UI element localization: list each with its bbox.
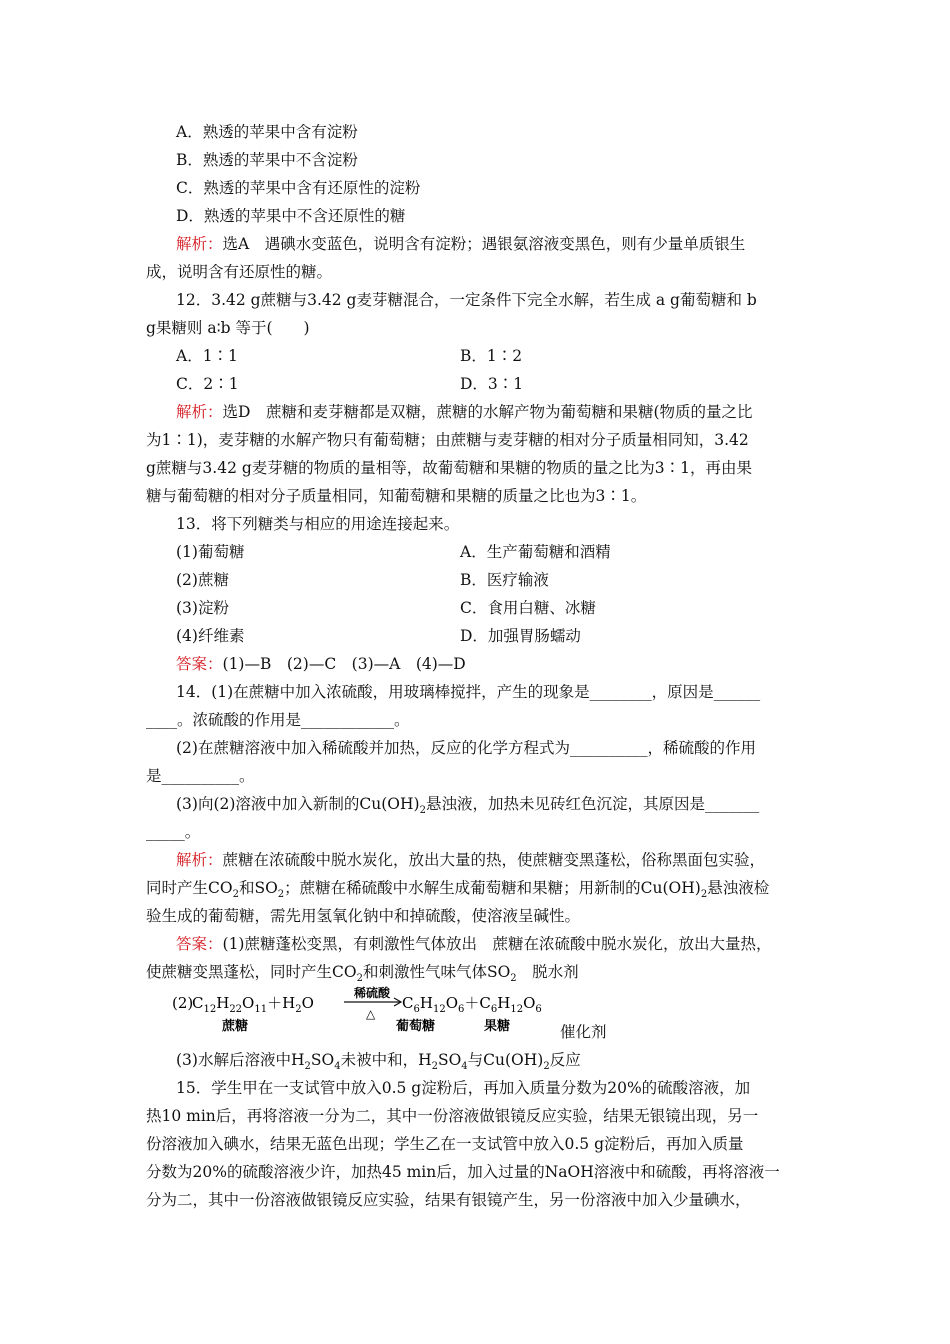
answer-text: (1)—B (2)—C (3)—A (4)—D bbox=[222, 655, 466, 673]
q14-analysis-line-3: 验生成的葡萄糖，需先用氢氧化钠中和掉硫酸，使溶液呈碱性。 bbox=[146, 907, 581, 925]
q14-line-5-part: (3)向(2)溶液中加入新制的Cu(OH) bbox=[176, 795, 420, 813]
analysis-part: 悬浊液检 bbox=[707, 879, 770, 897]
answer-part: (3)水解后溶液中H bbox=[176, 1051, 305, 1069]
answer-part: 未被中和，H bbox=[340, 1051, 432, 1069]
q12-option-c: C．2∶1 bbox=[176, 375, 239, 393]
q14-line-5-part: 悬浊液，加热未见砖红色沉淀，其原因是_______ bbox=[425, 795, 760, 813]
analysis-part: 同时产生CO bbox=[146, 879, 233, 897]
q12-stem-line-1: 12．3.42 g蔗糖与3.42 g麦芽糖混合，一定条件下完全水解，若生成 a g葡萄糖和 b bbox=[176, 291, 757, 309]
condition-top: 稀硫酸 bbox=[354, 986, 391, 1000]
q15-line-3: 份溶液加入碘水，结果无蓝色出现；学生乙在一支试管中放入0.5 g淀粉后，再加入质量 bbox=[146, 1135, 744, 1153]
q11-analysis-line-1 bbox=[176, 230, 856, 258]
q14-answer-line-2: 使蔗糖变黑蓬松，同时产生$CO_2$和刺激性气味气体$SO_2$ 脱水剂 bbox=[146, 963, 579, 985]
answer-part: 使蔗糖变黑蓬松，同时产生CO bbox=[146, 963, 357, 981]
product-glucose-fructose: $C_6H_{12}O_6+C_6H_{12}O_6$ bbox=[402, 994, 542, 1015]
q13-right-c: C．食用白糖、冰糖 bbox=[460, 599, 596, 617]
q13-left-4: (4)纤维素 bbox=[176, 627, 245, 645]
analysis-label: 解析： bbox=[176, 235, 223, 253]
q12-stem-line-2: g果糖则 a∶b 等于( ) bbox=[146, 319, 310, 337]
analysis-label: 解析： bbox=[176, 403, 223, 421]
q13-left-1: (1)葡萄糖 bbox=[176, 543, 245, 561]
q13-stem: 13．将下列糖类与相应的用途连接起来。 bbox=[176, 515, 460, 533]
analysis-part: ；蔗糖在稀硫酸中水解生成葡萄糖和果糖；用新制的Cu(OH) bbox=[284, 879, 701, 897]
q14-line-6: _____。 bbox=[146, 823, 201, 841]
q13-left-3: (3)淀粉 bbox=[176, 599, 229, 617]
q11-option-b: B．熟透的苹果中不含淀粉 bbox=[176, 151, 358, 169]
answer-part: 与Cu(OH) bbox=[467, 1051, 544, 1069]
q14-line-4: 是__________。 bbox=[146, 767, 255, 785]
label-sucrose: 蔗糖 bbox=[222, 1019, 249, 1034]
q14-line-5: (3)向(2)溶液中加入新制的$Cu(OH)_2$悬浊液，加热未见砖红色沉淀，其原因是_______ bbox=[176, 795, 760, 817]
q12-analysis-line-1 bbox=[176, 398, 856, 426]
answer-text: (1)蔗糖蓬松变黑，有刺激性气体放出 蔗糖在浓硫酸中脱水炭化，放出大量热， bbox=[222, 935, 772, 953]
q12-option-b: B．1∶2 bbox=[460, 347, 523, 365]
equation-label: (2) bbox=[172, 994, 194, 1012]
reactant-sucrose: $C_{12}H_{22}O_{11}+H_2O$ bbox=[192, 994, 314, 1015]
analysis-part: 和SO bbox=[238, 879, 278, 897]
q15-line-2: 热10 min后，再将溶液一分为二，其中一份溶液做银镜反应实验，结果无银镜出现，另一 bbox=[146, 1107, 759, 1125]
q12-option-a: A．1∶1 bbox=[176, 347, 238, 365]
answer-part: 反应 bbox=[549, 1051, 581, 1069]
label-glucose: 葡萄糖 bbox=[396, 1019, 436, 1034]
answer-part: SO bbox=[310, 1051, 335, 1069]
q14-analysis-line-2: 同时产生$CO_2$和$SO_2$；蔗糖在稀硫酸中水解生成葡萄糖和果糖；用新制的$Cu(OH)_2$悬浊液检 bbox=[146, 879, 770, 901]
analysis-text: 选A 遇碘水变蓝色，说明含有淀粉；遇银氨溶液变黑色，则有少量单质银生 bbox=[222, 235, 746, 253]
q15-line-5: 分为二，其中一份溶液做银镜反应实验，结果有银镜产生，另一份溶液中加入少量碘水， bbox=[146, 1191, 751, 1209]
q14-line-1: 14．(1)在蔗糖中加入浓硫酸，用玻璃棒搅拌，产生的现象是________，原因是______ bbox=[176, 683, 761, 701]
label-fructose: 果糖 bbox=[484, 1019, 511, 1034]
analysis-text: 选D 蔗糖和麦芽糖都是双糖，蔗糖的水解产物为葡萄糖和果糖(物质的量之比 bbox=[222, 403, 753, 421]
analysis-text: 蔗糖在浓硫酸中脱水炭化，放出大量的热，使蔗糖变黑蓬松，俗称黑面包实验， bbox=[222, 851, 766, 869]
q12-analysis-line-3: g蔗糖与3.42 g麦芽糖的物质的量相等，故葡萄糖和果糖的物质的量之比为3∶1，再由果 bbox=[146, 459, 753, 477]
q12-option-d: D．3∶1 bbox=[460, 375, 524, 393]
answer-part: 脱水剂 bbox=[516, 963, 579, 981]
answer-label: 答案： bbox=[176, 655, 223, 673]
q12-analysis-line-2: 为1∶1)，麦芽糖的水解产物只有葡萄糖；由蔗糖与麦芽糖的相对分子质量相同知，3.42 bbox=[146, 431, 749, 449]
q13-right-b: B．医疗输液 bbox=[460, 571, 549, 589]
q11-option-c: C．熟透的苹果中含有还原性的淀粉 bbox=[176, 179, 421, 197]
q14-line-3: (2)在蔗糖溶液中加入稀硫酸并加热，反应的化学方程式为__________，稀硫酸的作用 bbox=[176, 739, 756, 757]
q14-analysis-line-1 bbox=[176, 846, 856, 874]
q14-answer-line-4: (3)水解后溶液中$H_2SO_4$未被中和，$H_2SO_4$与$Cu(OH)_2$反应 bbox=[176, 1051, 581, 1073]
q15-line-4: 分数为20%的硫酸溶液少许，加热45 min后，加入过量的NaOH溶液中和硫酸，再将溶液一 bbox=[146, 1163, 780, 1181]
catalyst-label: 催化剂 bbox=[560, 1023, 607, 1041]
condition-bottom: △ bbox=[366, 1007, 376, 1021]
q14-line-2: ____。浓硫酸的作用是____________。 bbox=[146, 711, 410, 729]
q13-left-2: (2)蔗糖 bbox=[176, 571, 229, 589]
answer-part: SO bbox=[437, 1051, 462, 1069]
answer-label: 答案： bbox=[176, 935, 223, 953]
q11-option-a: A．熟透的苹果中含有淀粉 bbox=[176, 123, 358, 141]
q13-answer bbox=[176, 650, 856, 678]
q11-analysis-line-2: 成，说明含有还原性的糖。 bbox=[146, 263, 333, 281]
q13-right-d: D．加强胃肠蠕动 bbox=[460, 627, 581, 645]
q14-answer-line-1 bbox=[176, 930, 856, 958]
q13-right-a: A．生产葡萄糖和酒精 bbox=[460, 543, 611, 561]
analysis-label: 解析： bbox=[176, 851, 223, 869]
q11-option-d: D．熟透的苹果中不含还原性的糖 bbox=[176, 207, 406, 225]
q15-line-1: 15．学生甲在一支试管中放入0.5 g淀粉后，再加入质量分数为20%的硫酸溶液，加 bbox=[176, 1079, 751, 1097]
answer-part: 和刺激性气味气体SO bbox=[362, 963, 511, 981]
q12-analysis-line-4: 糖与葡萄糖的相对分子质量相同，知葡萄糖和果糖的质量之比也为3∶1。 bbox=[146, 487, 647, 505]
